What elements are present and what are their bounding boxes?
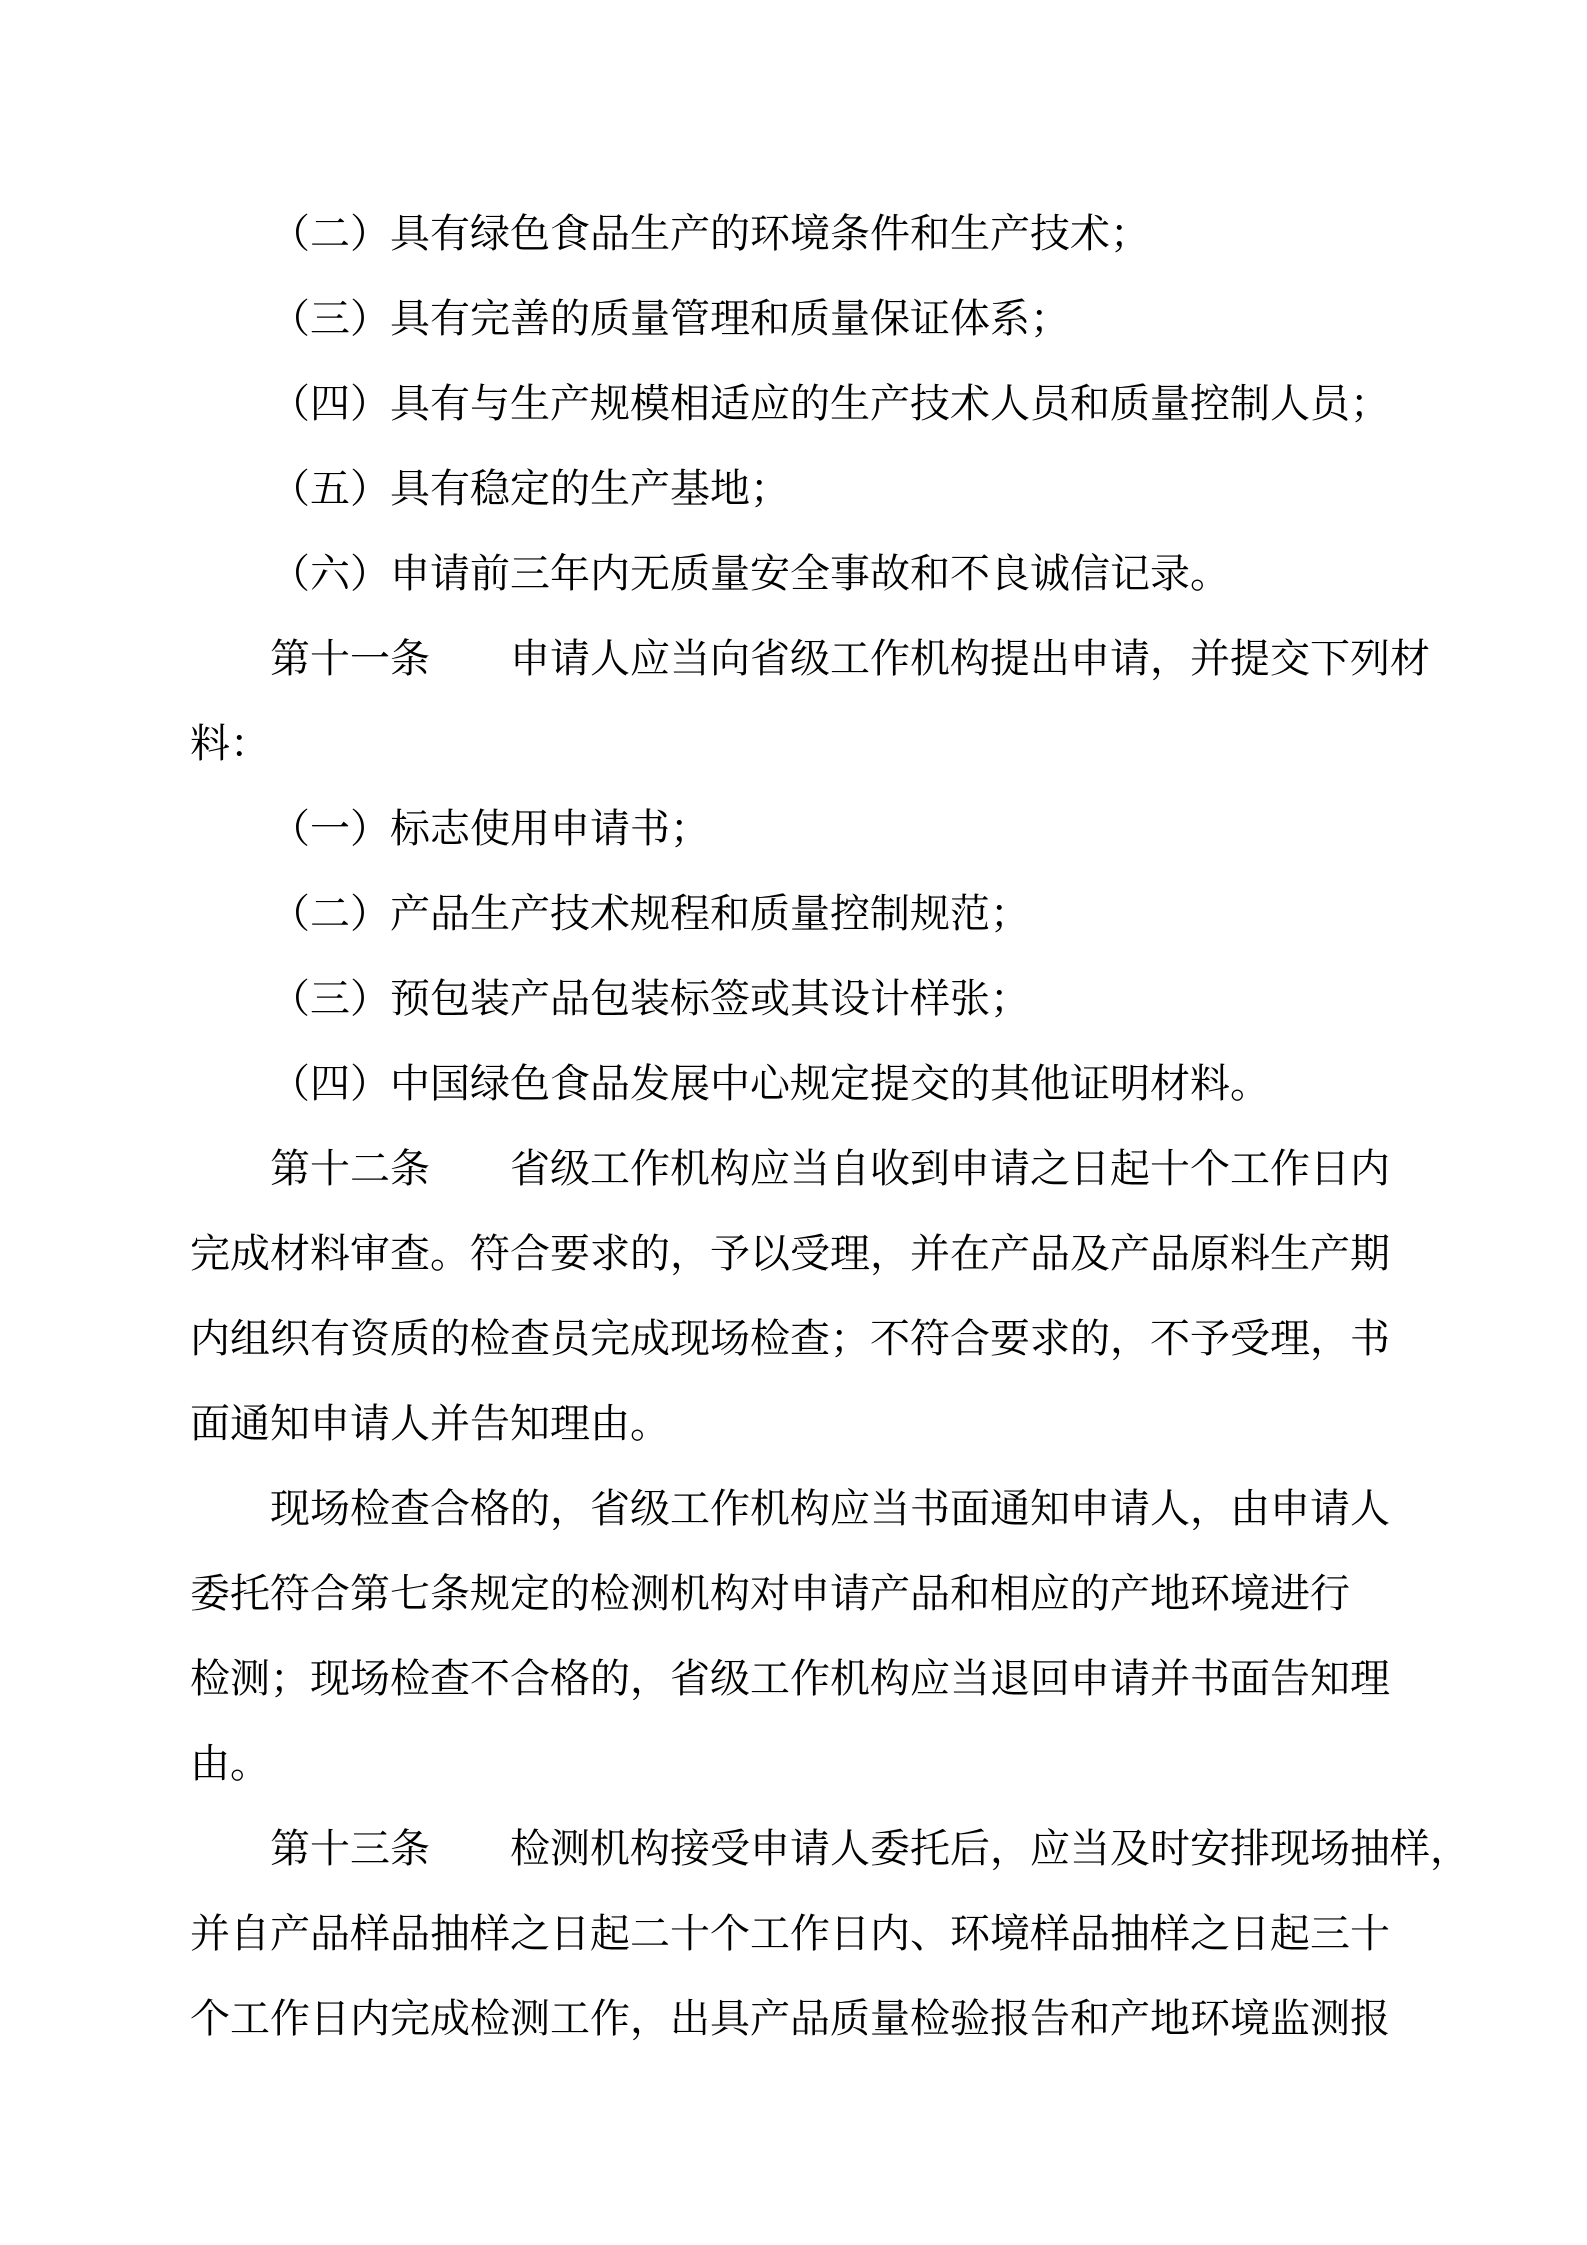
- document-line: （三）预包装产品包装标签或其设计样张；: [270, 976, 1030, 1021]
- document-body: [190, 191, 1470, 2061]
- document-line: 完成材料审查。符合要求的，予以受理，并在产品及产品原料生产期: [190, 1231, 1390, 1276]
- document-line: （四）中国绿色食品发展中心规定提交的其他证明材料。: [270, 1061, 1270, 1106]
- document-line: （一）标志使用申请书；: [270, 806, 710, 851]
- document-line: 内组织有资质的检查员完成现场检查；不符合要求的，不予受理，书: [190, 1316, 1390, 1361]
- document-line: 第十三条 检测机构接受申请人委托后，应当及时安排现场抽样，: [270, 1826, 1470, 1871]
- document-line: 面通知申请人并告知理由。: [190, 1401, 670, 1446]
- document-line: 委托符合第七条规定的检测机构对申请产品和相应的产地环境进行: [190, 1571, 1350, 1616]
- document-line: 现场检查合格的，省级工作机构应当书面通知申请人，由申请人: [270, 1486, 1390, 1531]
- document-line: 第十二条 省级工作机构应当自收到申请之日起十个工作日内: [270, 1146, 1390, 1191]
- document-line: （五）具有稳定的生产基地；: [270, 466, 790, 511]
- document-line: 第十一条 申请人应当向省级工作机构提出申请，并提交下列材: [270, 636, 1430, 681]
- document-line: 检测；现场检查不合格的，省级工作机构应当退回申请并书面告知理: [190, 1656, 1390, 1701]
- document-line: 料：: [190, 721, 270, 766]
- document-line: （六）申请前三年内无质量安全事故和不良诚信记录。: [270, 551, 1230, 596]
- document-line: （二）具有绿色食品生产的环境条件和生产技术；: [270, 211, 1150, 256]
- document-line: （四）具有与生产规模相适应的生产技术人员和质量控制人员；: [270, 381, 1390, 426]
- document-line: （三）具有完善的质量管理和质量保证体系；: [270, 296, 1070, 341]
- document-line: 由。: [190, 1741, 270, 1786]
- document-line: 个工作日内完成检测工作，出具产品质量检验报告和产地环境监测报: [190, 1996, 1390, 2041]
- document-line: （二）产品生产技术规程和质量控制规范；: [270, 891, 1030, 936]
- document-line: 并自产品样品抽样之日起二十个工作日内、环境样品抽样之日起三十: [190, 1911, 1390, 1956]
